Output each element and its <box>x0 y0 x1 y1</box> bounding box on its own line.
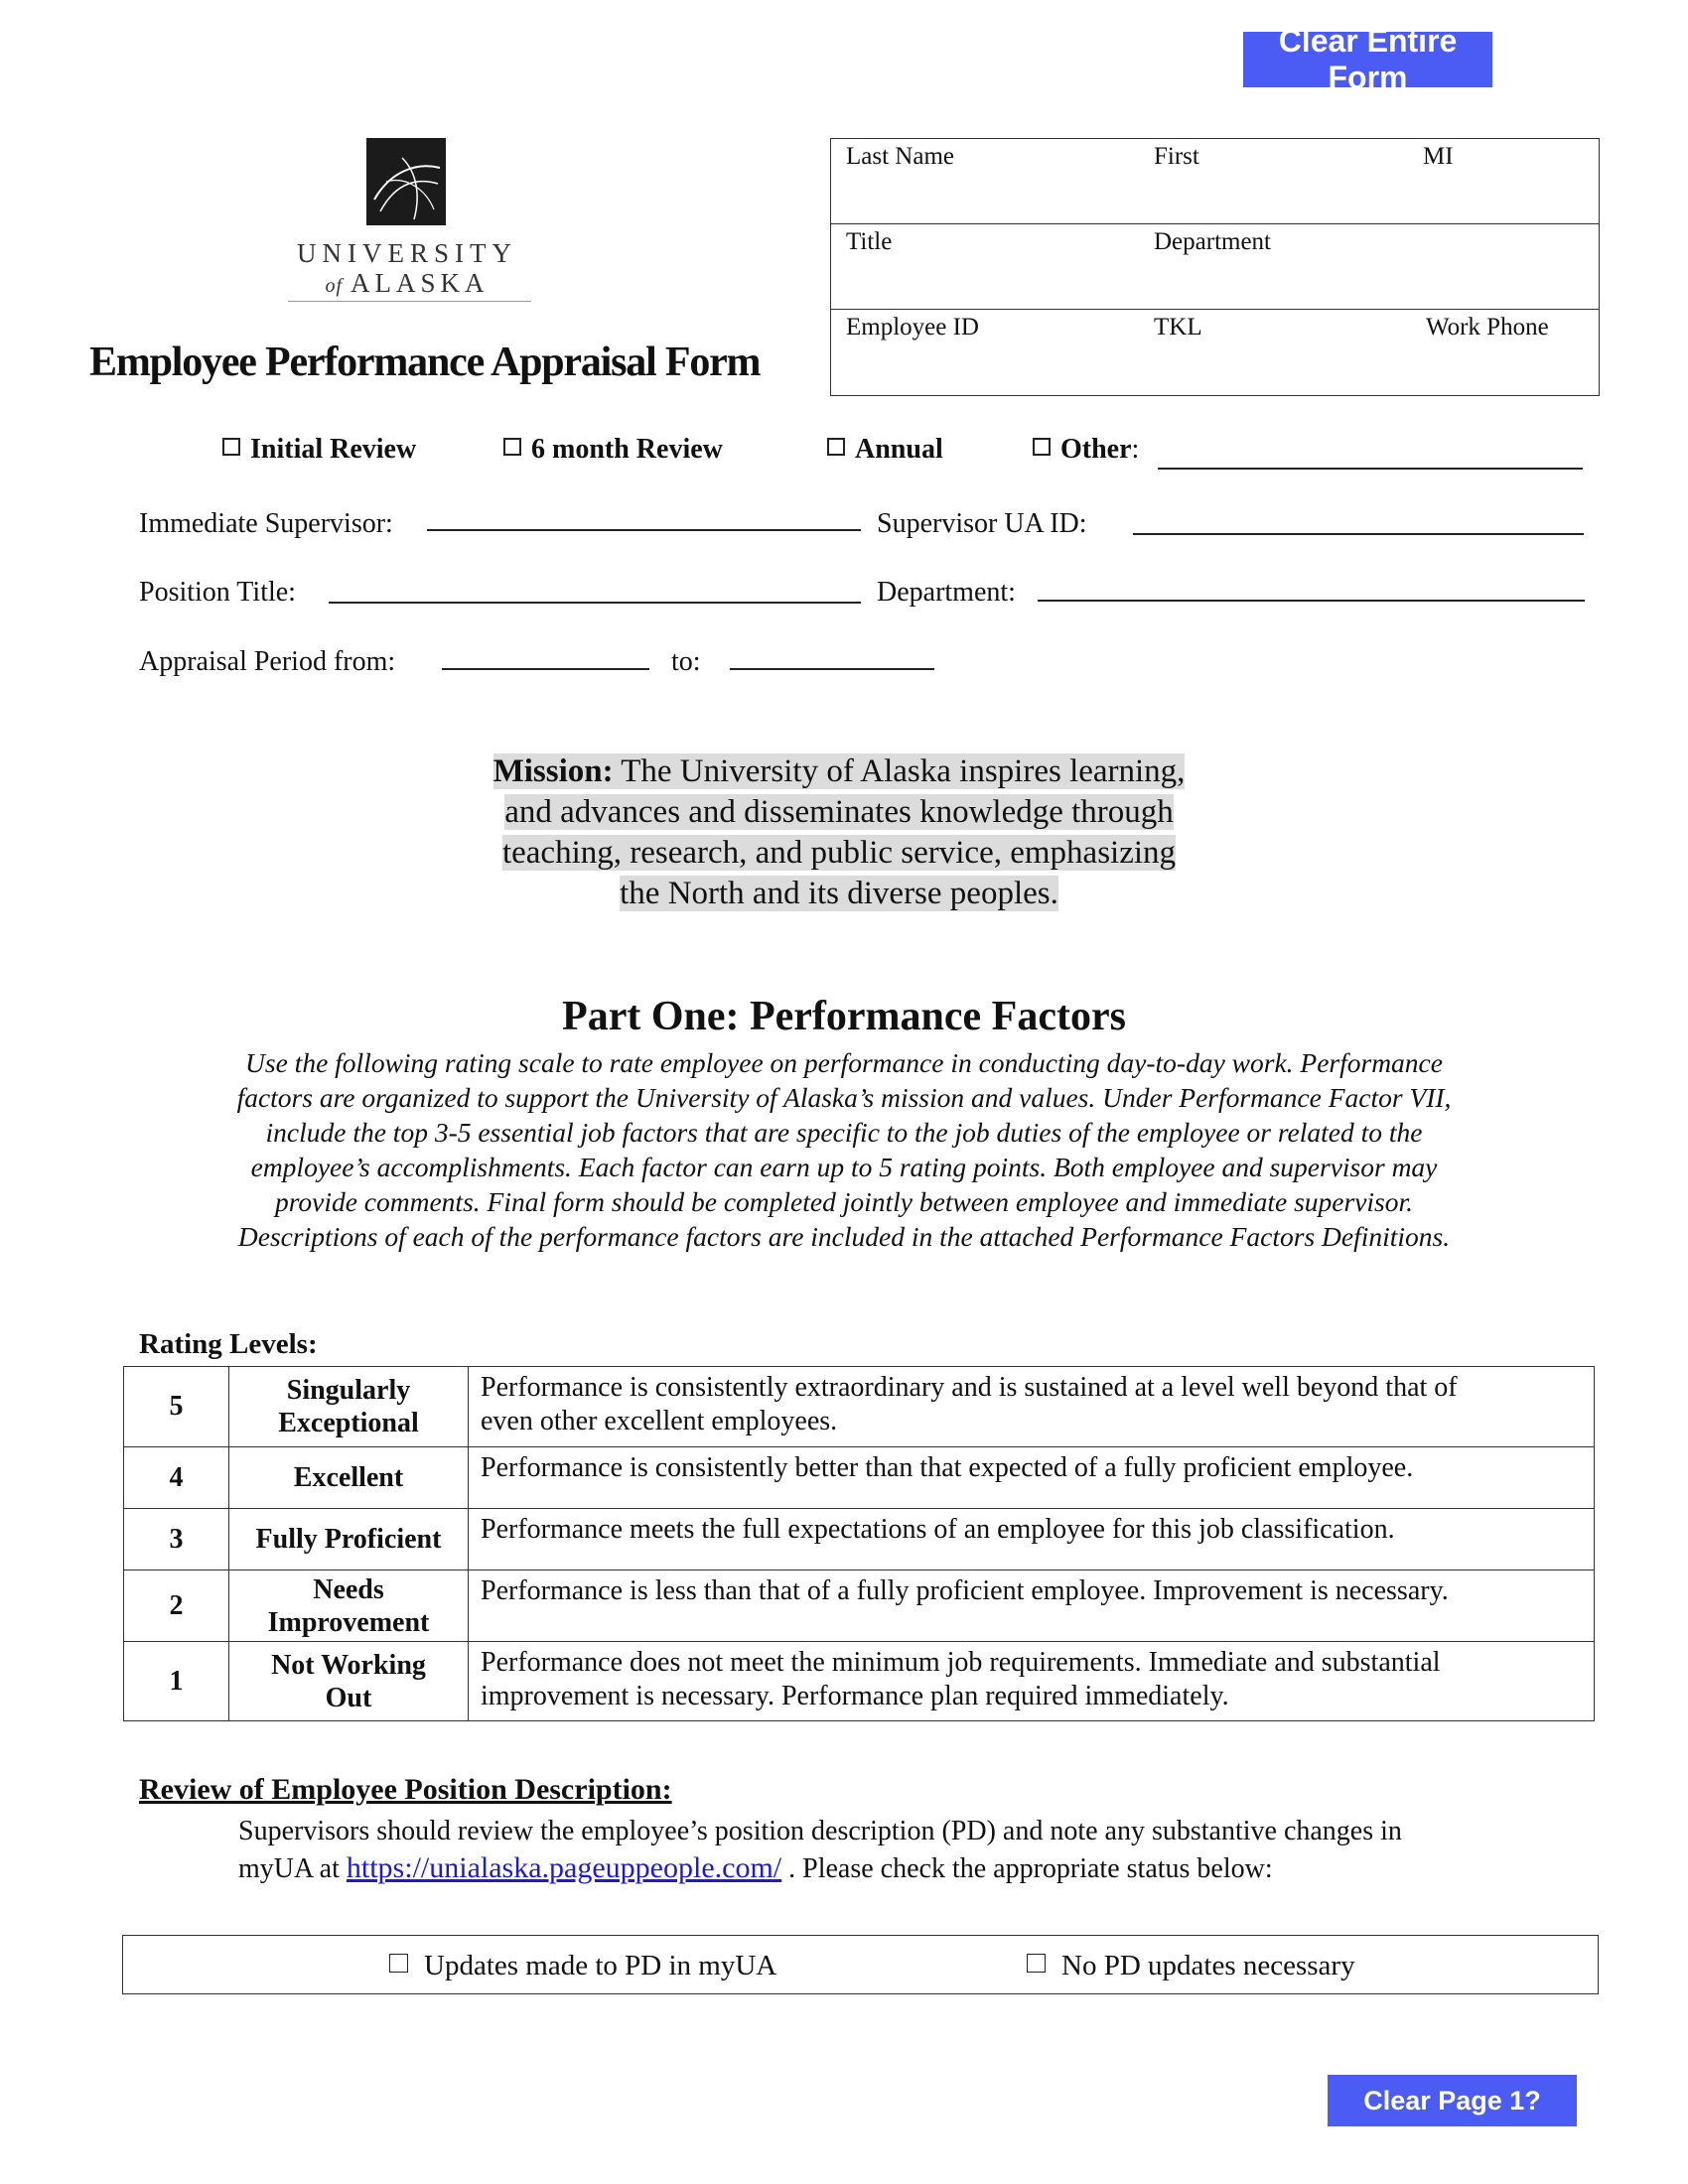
review-pd-text: Supervisors should review the employee’s position description (PD) and note any substantive changes in myUA at https://unialaska.pageuppeople.com/ . Please check the appropriate status below: <box>238 1816 1402 1884</box>
rating-levels-heading: Rating Levels: <box>139 1328 318 1360</box>
table-row <box>124 1570 1595 1642</box>
department-label: Department <box>1154 228 1272 255</box>
period-from-input[interactable] <box>442 668 649 670</box>
first-name-label: First <box>1154 143 1199 170</box>
department-field-label: Department: <box>877 577 1016 608</box>
work-phone-label: Work Phone <box>1426 314 1549 341</box>
review-pd-heading: Review of Employee Position Description: <box>139 1773 672 1806</box>
rating-level: Excellent <box>229 1447 469 1509</box>
rating-description: Performance meets the full expectations of an employee for this job classification. <box>469 1509 1595 1570</box>
rating-description: Performance is consistently extraordinary and is sustained at a level well beyond that of even other excellent employees. <box>469 1367 1595 1447</box>
pd-updates-option[interactable]: Updates made to PD in myUA <box>389 1950 776 1982</box>
table-row <box>124 1367 1595 1447</box>
period-to-label: to: <box>671 646 701 677</box>
logo-university-text: UNIVERSITY <box>297 238 517 268</box>
six-month-review-checkbox[interactable] <box>503 438 521 456</box>
initial-review-option[interactable]: Initial Review <box>222 434 416 466</box>
clear-entire-form-button[interactable]: Clear Entire Form <box>1243 32 1492 87</box>
mission-statement: Mission: The University of Alaska inspires learning, and advances and disseminates knowledge through teaching, research, and public service, emphasizing the North and its diverse peoples. <box>492 753 1186 911</box>
form-title: Employee Performance Appraisal Form <box>89 340 761 385</box>
position-title-label: Position Title: <box>139 577 296 608</box>
myua-link[interactable]: https://unialaska.pageuppeople.com/ <box>346 1851 782 1884</box>
six-month-review-option[interactable]: 6 month Review <box>503 434 723 466</box>
id-row-name[interactable] <box>831 139 1599 224</box>
supervisor-input[interactable] <box>427 529 861 531</box>
table-row <box>124 1642 1595 1721</box>
position-title-input[interactable] <box>329 602 861 604</box>
supervisor-label: Immediate Supervisor: <box>139 508 393 539</box>
rating-levels-table <box>123 1366 1595 1721</box>
rating-number: 2 <box>124 1570 229 1642</box>
department-input[interactable] <box>1038 600 1585 602</box>
rating-number: 5 <box>124 1367 229 1447</box>
pd-status-box <box>122 1935 1599 1994</box>
period-to-input[interactable] <box>730 668 934 670</box>
tkl-label: TKL <box>1154 314 1202 341</box>
logo-divider <box>288 301 531 302</box>
rating-level: Fully Proficient <box>229 1509 469 1570</box>
rating-level: Needs Improvement <box>229 1570 469 1642</box>
part-one-heading: Part One: Performance Factors <box>562 994 1126 1039</box>
employee-id-table <box>830 138 1600 396</box>
pd-none-checkbox[interactable] <box>1027 1954 1046 1973</box>
other-input[interactable] <box>1158 468 1583 470</box>
rating-level: Singularly Exceptional <box>229 1367 469 1447</box>
logo-alaska-text: of ALASKA <box>325 268 490 298</box>
supervisor-id-label: Supervisor UA ID: <box>877 508 1087 539</box>
part-one-instructions: Use the following rating scale to rate employee on performance in conducting day-to-day work. Performance factors are organized to support the University of Alaska’s mission and values. Under Performance Factor VII, include the top 3-5 essential job factors that are specific to the job duties of the employee or related to the employee’s accomplishments. Each factor can earn up to 5 rating points. Both employee and supervisor may provide comments. Final form should be completed jointly between employee and immediate supervisor. Descriptions of each of the performance factors are included in the attached Performance Factors Definitions. <box>236 1047 1452 1252</box>
rating-number: 4 <box>124 1447 229 1509</box>
rating-description: Performance is consistently better than that expected of a fully proficient employee. <box>469 1447 1595 1509</box>
clear-page-button[interactable]: Clear Page 1? <box>1328 2075 1577 2126</box>
rating-number: 3 <box>124 1509 229 1570</box>
other-review-checkbox[interactable] <box>1033 438 1051 456</box>
employee-id-label: Employee ID <box>846 314 979 341</box>
initial-review-checkbox[interactable] <box>222 438 240 456</box>
period-from-label: Appraisal Period from: <box>139 646 396 677</box>
supervisor-id-input[interactable] <box>1133 533 1584 535</box>
rating-level: Not Working Out <box>229 1642 469 1721</box>
last-name-label: Last Name <box>846 143 954 170</box>
rating-description: Performance does not meet the minimum job requirements. Immediate and substantial improvement is necessary. Performance plan required immediately. <box>469 1642 1595 1721</box>
other-review-option[interactable]: Other: <box>1033 434 1139 466</box>
rating-number: 1 <box>124 1642 229 1721</box>
rating-description: Performance is less than that of a fully proficient employee. Improvement is necessary. <box>469 1570 1595 1642</box>
table-row <box>124 1509 1595 1570</box>
annual-review-option[interactable]: Annual <box>827 434 943 466</box>
id-row-title[interactable] <box>831 224 1599 310</box>
pd-updates-checkbox[interactable] <box>389 1954 408 1973</box>
pd-none-option[interactable]: No PD updates necessary <box>1027 1950 1355 1982</box>
annual-review-checkbox[interactable] <box>827 438 845 456</box>
mi-label: MI <box>1423 143 1454 170</box>
table-row <box>124 1447 1595 1509</box>
title-label: Title <box>846 228 893 255</box>
ua-logo-icon <box>366 138 446 225</box>
id-row-employee[interactable] <box>831 310 1599 395</box>
